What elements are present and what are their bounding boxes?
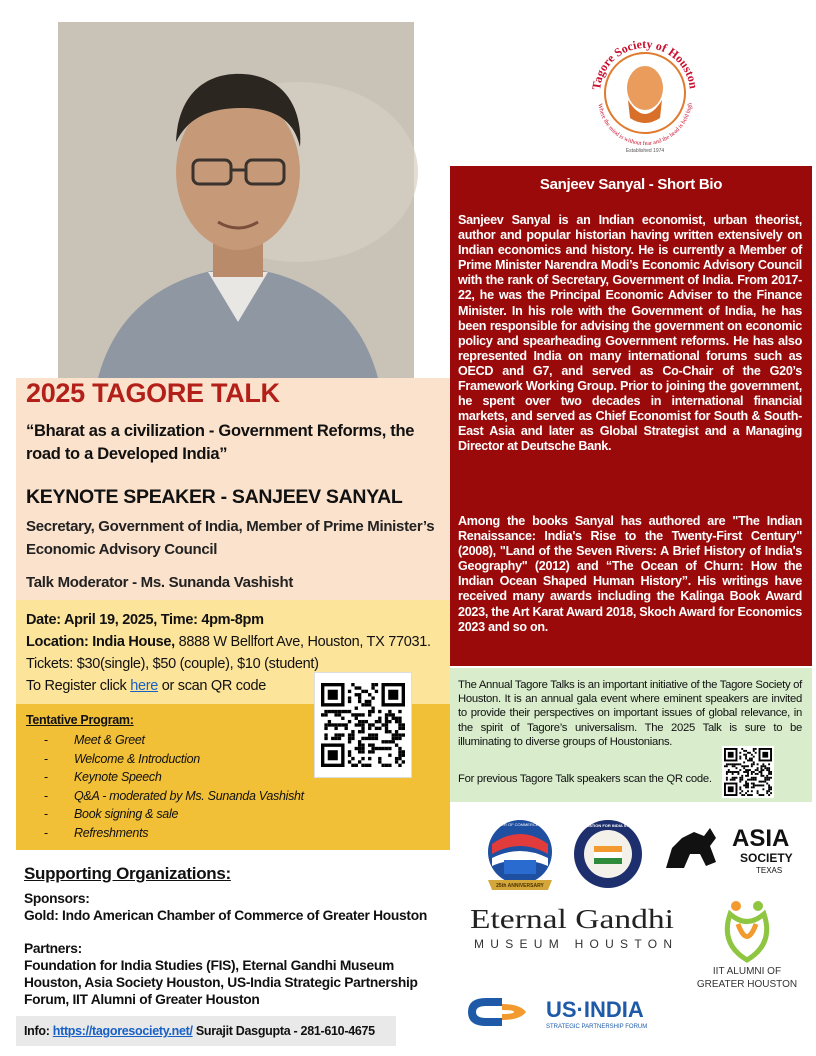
logo-established: Established 1974 (625, 148, 665, 154)
program-item: - Q&A - moderated by Ms. Sunanda Vashisht (44, 787, 304, 806)
logo-tagline: Where the mind is without fear and the head is held high (596, 102, 694, 148)
program-item: - Meet & Greet (44, 731, 304, 750)
program-item: - Refreshments (44, 824, 304, 843)
gandhi-logo-main: Eternal Gandhi (470, 904, 674, 934)
iit-alumni-logo (690, 894, 804, 994)
program-list (44, 731, 304, 842)
event-title: 2025 TAGORE TALK (26, 378, 280, 408)
keynote-speaker-description: Secretary, Government of India, Member of Prime Minister’s Economic Advisory Council (26, 518, 435, 558)
gold-sponsor: Gold: Indo American Chamber of Commerce of Greater Houston (24, 908, 427, 923)
asia-society-logo (660, 818, 800, 880)
talk-subtitle: “Bharat as a civilization - Government Reforms, the road to a Developed India” (26, 422, 415, 463)
contact-person: Surajit Dasgupta - 281-610-4675 (192, 1024, 375, 1038)
info-label: Info: (24, 1024, 53, 1038)
bio-paragraph-1: Sanjeev Sanyal is an Indian economist, urban theorist, author and popular historian having written extensively on Indian economics and history. He is currently a Member of Prime Minister Narendra Modi’s Economic Advisory Council with the rank of Secretary, Government of India. From 2017-22, he was the Principal Economic Adviser to the Finance Minister. In his role with the Government of India, he has been responsible for advising the government on economic policy and spearheading Government reforms. He has also represented India on many international forums such as OECD and G7, and served as Co-Chair of the G20’s Framework Working Group. Prior to joining the government, he spent over two decades in international financial markets, and served as Chief Economist for South & South-East Asia and later as Global Strategist and a Managing Director at Deutsche Bank. (458, 213, 802, 454)
registration-qr-code[interactable] (314, 672, 412, 778)
tagore-society-logo (580, 28, 710, 158)
info-contact (24, 1024, 375, 1038)
supporting-organizations-heading: Supporting Organizations: (24, 864, 231, 883)
iit-logo-line2: GREATER HOUSTON (696, 979, 798, 990)
location-label: Location: India House, (26, 634, 175, 650)
asia-logo-main: ASIA (732, 825, 790, 852)
program-item: - Welcome & Introduction (44, 750, 304, 769)
talk-moderator: Talk Moderator - Ms. Sunanda Vashisht (26, 574, 294, 591)
register-suffix: or scan QR code (158, 678, 267, 694)
event-date-time: Date: April 19, 2025, Time: 4pm-8pm (26, 612, 264, 628)
register-prefix: To Register click (26, 678, 131, 694)
event-location (26, 634, 431, 650)
bio-paragraph-2: Among the books Sanyal has authored are "The Indian Renaissance: India's Rise to the Twenty-First Century" (2008), "Land of the Seven Rivers: A Brief History of India's Geography" (2012) and “The Ocean of Churn: How the Indian Ocean Shaped Human History”. His writings have received many awards including the Kalinga Book Award 2023, the Art Karat Award 2018, Skoch Award for Economics 2023 and so on. (458, 514, 802, 634)
program-item: - Keynote Speech (44, 768, 304, 787)
iit-logo-line1: IIT ALUMNI OF (712, 966, 782, 977)
logo-name: Tagore Society of Houston (589, 36, 701, 91)
partners-label: Partners: (24, 941, 82, 956)
previous-speakers-note: For previous Tagore Talk speakers scan the QR code. (458, 773, 712, 785)
program-item: - Book signing & sale (44, 805, 304, 824)
event-tickets: Tickets: $30(single), $50 (couple), $10 (student) (26, 656, 319, 672)
keynote-speaker-heading: KEYNOTE SPEAKER - SANJEEV SANYAL (26, 486, 403, 508)
location-address: 8888 W Bellfort Ave, Houston, TX 77031. (174, 634, 431, 650)
register-link[interactable]: here (130, 678, 159, 694)
iacc-badge-text: 25th ANNIVERSARY (496, 883, 544, 889)
iacc-logo-text: INDO AMERICAN CHAMBER OF COMMERCE OF GREATER HOUSTON (453, 822, 587, 827)
previous-speakers-qr-code[interactable] (722, 746, 774, 798)
speaker-portrait-illustration (58, 22, 414, 378)
eternal-gandhi-logo (470, 886, 682, 952)
gandhi-logo-sub: MUSEUM HOUSTON (474, 937, 674, 951)
asia-logo-sub: SOCIETY (740, 851, 793, 865)
partners-list: Foundation for India Studies (FIS), Eternal Gandhi Museum Houston, Asia Society Houston, US-India Strategic Partnership Forum, IIT Alumni of Greater Houston (24, 958, 418, 1007)
bio-title: Sanjeev Sanyal - Short Bio (539, 176, 723, 193)
event-register (26, 678, 266, 694)
asia-logo-region: TEXAS (756, 866, 783, 875)
annual-talk-description: The Annual Tagore Talks is an important initiative of the Tagore Society of Houston. It is an annual gala event where eminent speakers are invited to provide their perspectives on important issues of global relevance, in the spirit of Tagore’s universalism. The 2025 Talk is sure to be illuminating to diverse groups of Houstonians. (458, 679, 802, 748)
website-link[interactable]: https://tagoresociety.net/ (52, 1024, 193, 1038)
usispf-logo-main: US·INDIA (546, 997, 644, 1022)
speaker-photo (58, 22, 414, 378)
usispf-logo-sub: STRATEGIC PARTNERSHIP FORUM (546, 1024, 648, 1030)
fis-logo (572, 818, 644, 890)
fis-logo-text: FOUNDATION FOR INDIA STUDIES (574, 823, 642, 828)
sponsors-label: Sponsors: (24, 891, 90, 906)
program-heading: Tentative Program: (26, 713, 134, 727)
usispf-logo (462, 990, 688, 1034)
